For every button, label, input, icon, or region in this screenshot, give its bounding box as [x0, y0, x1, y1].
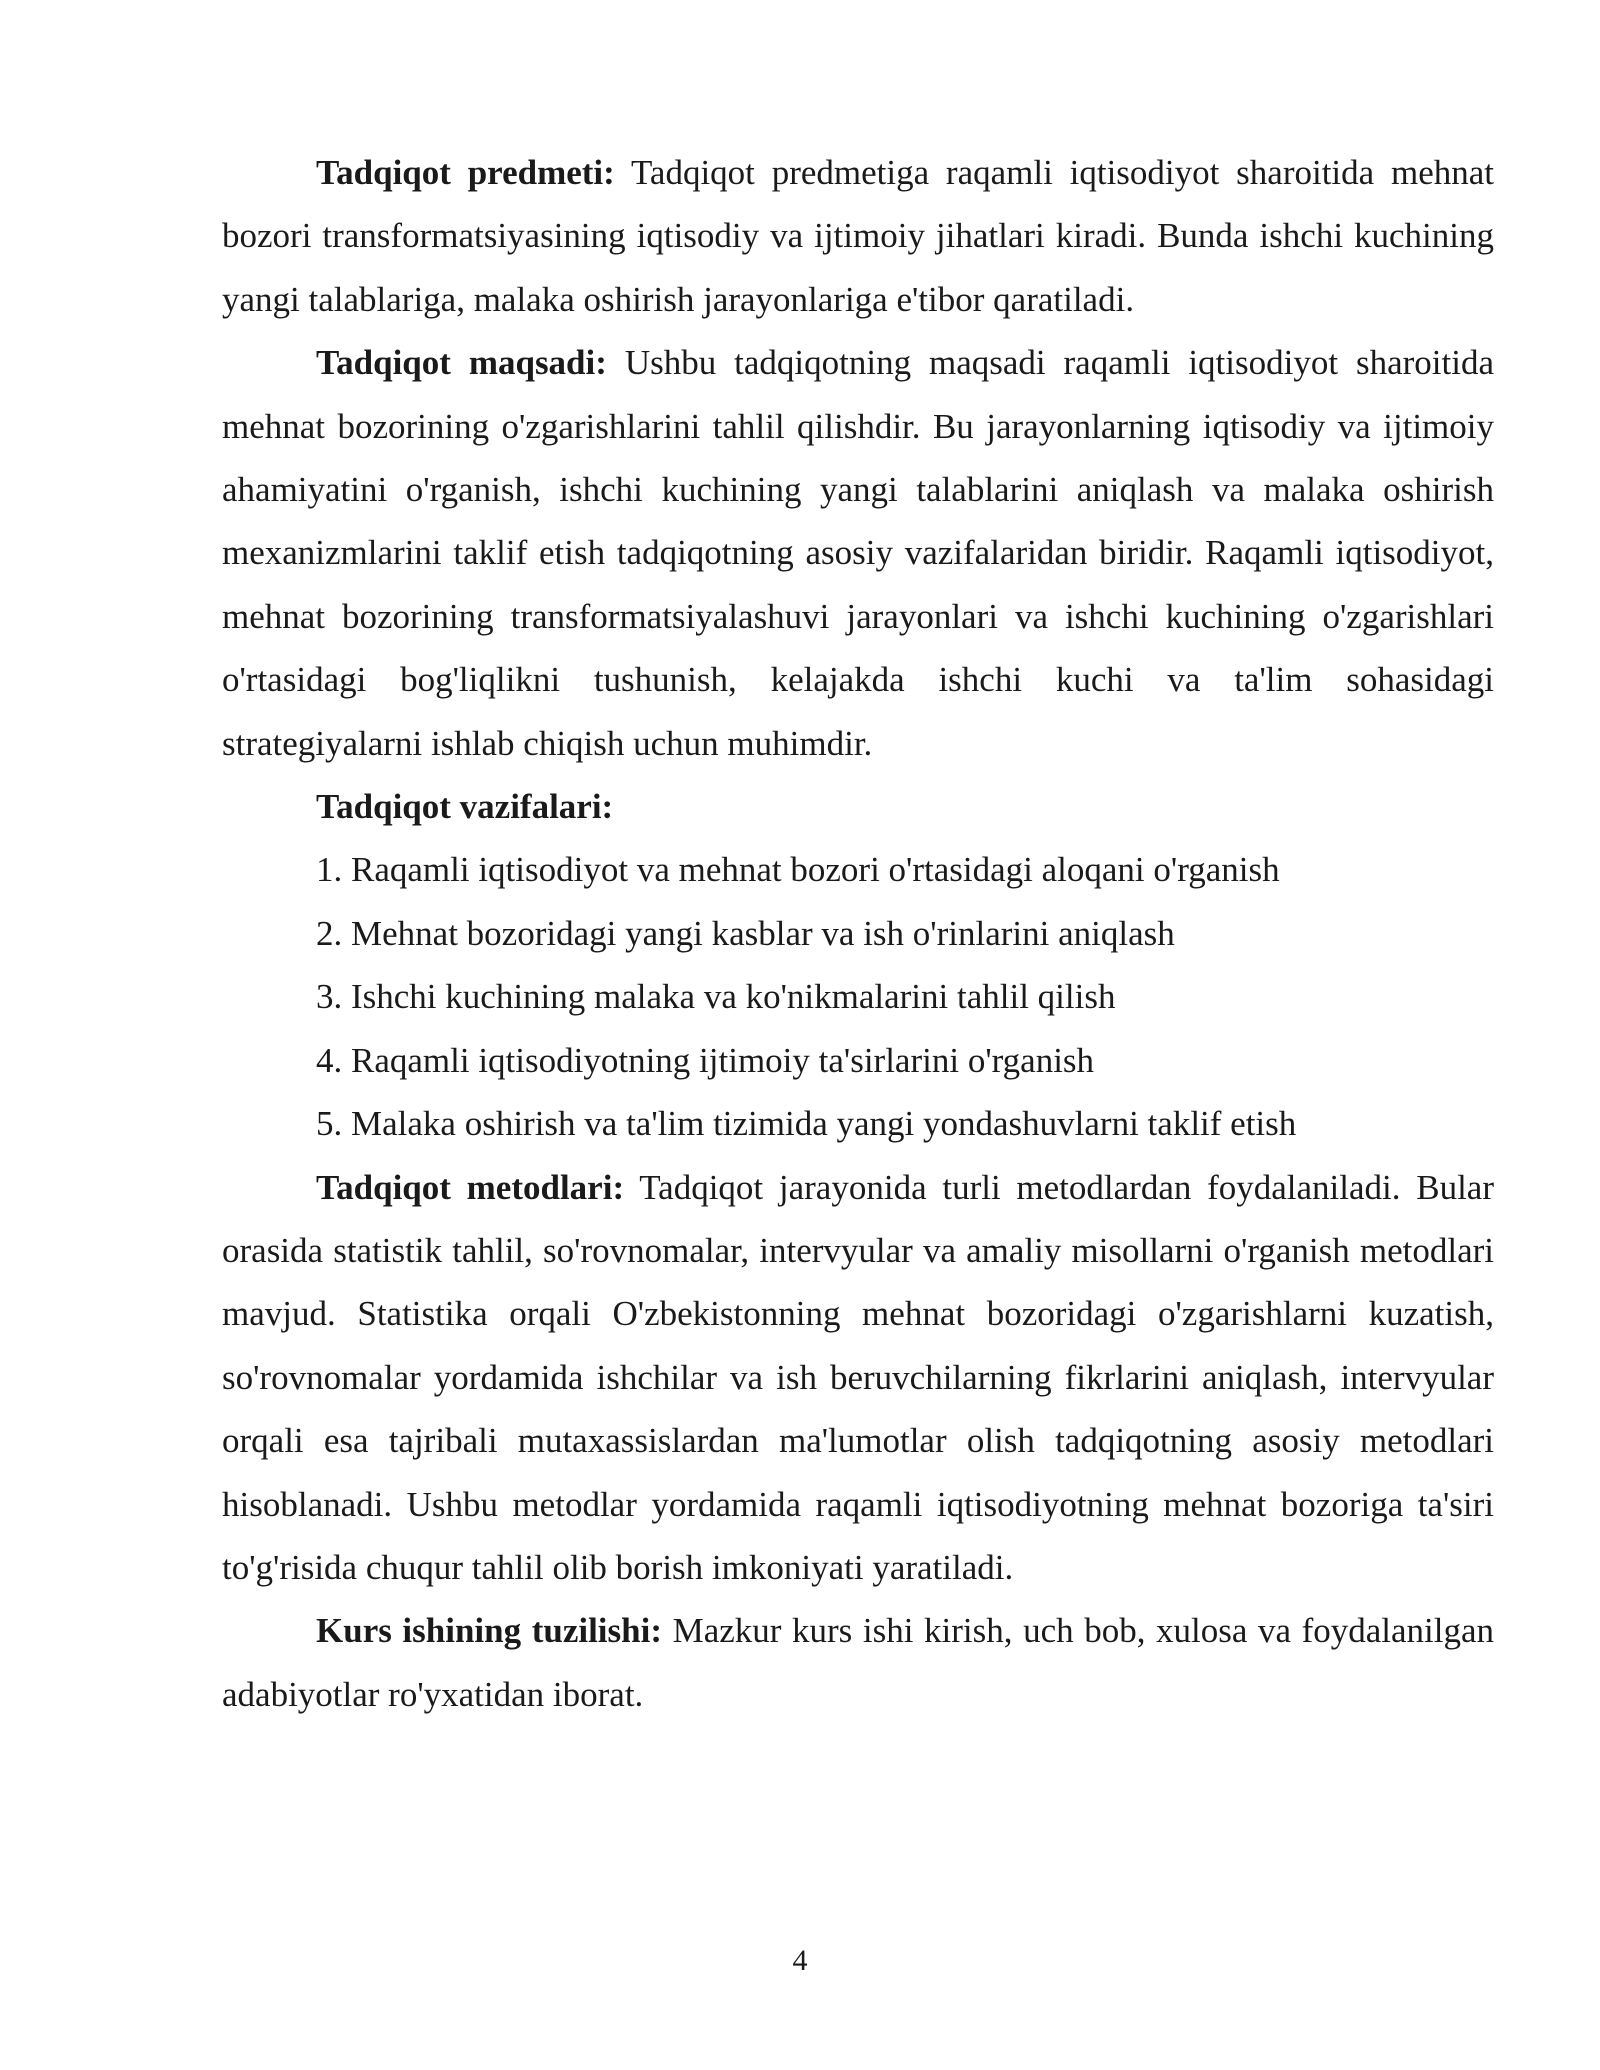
research-tasks-list	[222, 838, 1494, 1155]
paragraph-lead: Tadqiqot maqsadi:	[316, 343, 607, 383]
list-item: 4. Raqamli iqtisodiyotning ijtimoiy ta'sirlarini o'rganish	[316, 1040, 1095, 1080]
paragraph-text: Mazkur kurs ishi kirish, uch bob, xulosa va foydalanilgan adabiyotlar ro'yxatidan iborat.	[222, 1611, 1495, 1714]
document-page	[222, 141, 1494, 1726]
list-item: 1. Raqamli iqtisodiyot va mehnat bozori o'rtasidagi aloqani o'rganish	[316, 850, 1280, 890]
paragraph-research-subject	[222, 141, 1494, 331]
paragraph-lead: Tadqiqot metodlari:	[316, 1167, 625, 1207]
list-item: 3. Ishchi kuchining malaka va ko'nikmalarini tahlil qilish	[316, 977, 1116, 1017]
research-tasks-heading: Tadqiqot vazifalari:	[316, 787, 614, 827]
paragraph-text: Tadqiqot predmetiga raqamli iqtisodiyot sharoitida mehnat bozori transformatsiyasining iqtisodiy va ijtimoiy jihatlari kiradi. Bunda ishchi kuchining yangi talablariga, malaka oshirish jarayonlariga e'tibor qaratiladi.	[222, 153, 1495, 319]
list-item: 5. Malaka oshirish va ta'lim tizimida yangi yondashuvlarni taklif etish	[316, 1104, 1297, 1144]
paragraph-course-structure	[222, 1599, 1494, 1726]
paragraph-text: Ushbu tadqiqotning maqsadi raqamli iqtisodiyot sharoitida mehnat bozorining o'zgarishlarini tahlil qilishdir. Bu jarayonlarning iqtisodiy va ijtimoiy ahamiyatini o'rganish, ishchi kuchining yangi talablarini aniqlash va malaka oshirish mexanizmlarini taklif etish tadqiqotning asosiy vazifalaridan biridir. Raqamli iqtisodiyot, mehnat bozorining transformatsiyalashuvi jarayonlari va ishchi kuchining o'zgarishlari o'rtasidagi bog'liqlikni tushunish, kelajakda ishchi kuchi va ta'lim sohasidagi strategiyalarni ishlab chiqish uchun muhimdir.	[222, 343, 1495, 763]
page-number: 4	[792, 1944, 808, 1977]
paragraph-text: Tadqiqot jarayonida turli metodlardan foydalaniladi. Bular orasida statistik tahlil, so'rovnomalar, intervyular va amaliy misollarni o'rganish metodlari mavjud. Statistika orqali O'zbekistonning mehnat bozoridagi o'zgarishlarni kuzatish, so'rovnomalar yordamida ishchilar va ish beruvchilarning fikrlarini aniqlash, intervyular orqali esa tajribali mutaxassislardan ma'lumotlar olish tadqiqotning asosiy metodlari hisoblanadi. Ushbu metodlar yordamida raqamli iqtisodiyotning mehnat bozoriga ta'siri to'g'risida chuqur tahlil olib borish imkoniyati yaratiladi.	[222, 1167, 1495, 1587]
paragraph-lead: Kurs ishining tuzilishi:	[316, 1611, 662, 1651]
paragraph-research-methods	[222, 1156, 1494, 1600]
paragraph-research-goal	[222, 331, 1494, 775]
list-item: 2. Mehnat bozoridagi yangi kasblar va ish o'rinlarini aniqlash	[316, 913, 1175, 953]
paragraph-lead: Tadqiqot predmeti:	[316, 153, 615, 192]
